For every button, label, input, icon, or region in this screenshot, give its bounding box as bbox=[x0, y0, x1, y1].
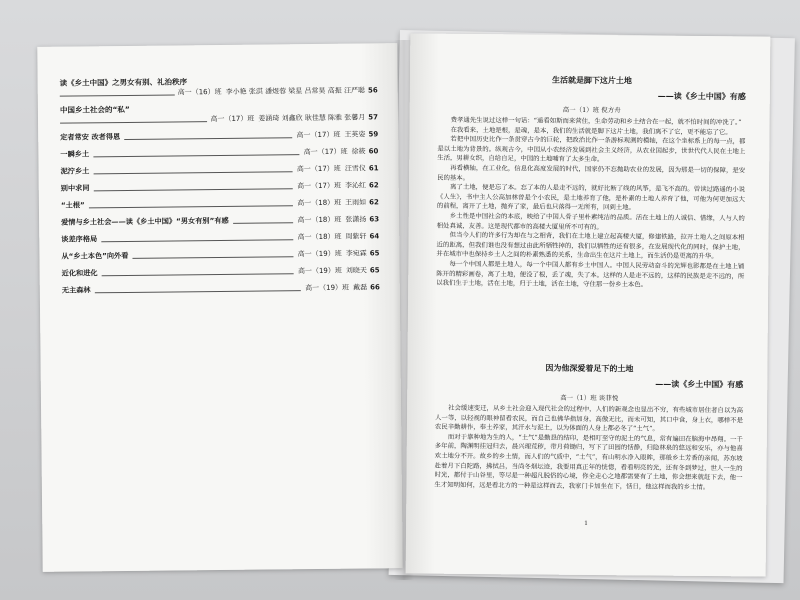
article-paragraph: 但当今人们的许多行为却在与之相背，我们在土地上建立起高楼大厦，修建铁路，拉开土地人之间原本相近的距离，但我们谁也没有想过由此所牺牲掉的，我们以牺牲的还有很多，在发展现代化的同时，保护土地，并在城市中也保持乡土人之间的朴素熟悉的关系，生命出生在这片土地上，而生活仍是更离的升华。 bbox=[436, 230, 745, 261]
article-subtitle: ——读《乡土中国》有感 bbox=[655, 379, 744, 390]
toc-leader-line bbox=[89, 205, 293, 208]
article-byline: 高一（1）班 谈菲悦 bbox=[560, 393, 619, 403]
toc-entry-title: 无主森林 bbox=[61, 285, 91, 295]
toc-entry-title: 从“乡土本色”向外看 bbox=[61, 250, 129, 261]
toc-entry-title: 中国乡土社会的“私” bbox=[59, 104, 130, 115]
toc-class-label: 高一（18）班 bbox=[297, 198, 342, 208]
toc-leader-line bbox=[60, 121, 207, 124]
toc-author: 王英姿 bbox=[344, 130, 366, 139]
article-paragraph: 再看横轴，在工业化，信息化高度发展的时代，国家仍不忘抛助农业的发展，因为那是一切的保障，是安民的基本。 bbox=[437, 163, 746, 182]
toc-page-number: 63 bbox=[369, 215, 380, 224]
toc-class-label: 高一（17）班 bbox=[296, 130, 341, 140]
left-page-toc bbox=[37, 43, 402, 572]
article-byline: 高一（1）班 倪方舟 bbox=[562, 105, 621, 115]
toc-author: 李沁红 bbox=[344, 181, 367, 190]
toc-leader-line bbox=[132, 256, 293, 259]
toc-entry-title: “土根” bbox=[60, 200, 85, 210]
article-paragraph: 乡土性是中国社会的本底，映给了中国人骨子里朴素纯洁的品质。活在土地上的人诚信、惜缘，人与人的相处真诚，友善。这是现代都市的高楼大厦里所不可有的。 bbox=[436, 211, 745, 231]
toc-entry[interactable] bbox=[60, 146, 378, 159]
toc-entry[interactable] bbox=[61, 163, 379, 176]
toc-entry[interactable] bbox=[61, 248, 379, 261]
article-1 bbox=[436, 74, 746, 291]
toc-entry-title: 近化和进化 bbox=[61, 268, 98, 278]
toc-class-label: 高一（19）班 bbox=[297, 249, 342, 259]
toc-entry[interactable] bbox=[61, 214, 379, 227]
toc-class-label: 高一（17）班 bbox=[297, 181, 342, 191]
toc-entry-title: 别中求同 bbox=[60, 183, 90, 193]
toc-leader-line bbox=[93, 171, 293, 174]
toc-author: 刘晓天 bbox=[345, 266, 367, 275]
toc-entry[interactable] bbox=[60, 102, 378, 125]
table-of-contents bbox=[60, 75, 380, 302]
toc-class-label: 高一（16）班 bbox=[177, 87, 222, 97]
toc-page-number: 60 bbox=[368, 147, 379, 156]
toc-entry[interactable] bbox=[60, 75, 378, 98]
toc-authors: 李小艳 张淇 潘煜蓉 梁星 吕常昊 高振 汪严聪 bbox=[225, 86, 366, 96]
toc-authors: 姜涵琦 刘鑫欣 耿佳慧 陈雅 张馨月 bbox=[258, 113, 366, 123]
toc-page-number: 57 bbox=[368, 113, 379, 122]
toc-entry-title: 读《乡土中国》之男女有别、礼治秩序 bbox=[59, 77, 188, 88]
toc-entry-title: 定者常安 改者得恩 bbox=[60, 132, 121, 142]
toc-class-label: 高一（18）班 bbox=[297, 215, 342, 225]
toc-author: 李宛霖 bbox=[345, 249, 367, 258]
toc-author: 徐筱 bbox=[351, 147, 366, 156]
toc-author: 周紫轩 bbox=[345, 232, 367, 241]
toc-entry-title: 谈差序格局 bbox=[61, 234, 98, 244]
toc-page-number: 65 bbox=[369, 266, 380, 275]
toc-leader-line bbox=[60, 94, 175, 96]
article-paragraph: 若把中国历史比作一条贯穿古今的巨轮，把政治比作一条游标观测的模轴，在这个坐标系上的每一点，都是以土地为背景的。纵观古今，中国从小农经济发展到社会主义经济，从农业国起步，世世代代人民在土地上生活，男耕女织，自给自足，中国的土地哺育了太多生命。 bbox=[437, 134, 746, 164]
toc-entry[interactable] bbox=[62, 265, 380, 278]
article-title: 因为他深爱着足下的土地 bbox=[545, 363, 634, 374]
toc-leader-line bbox=[101, 239, 293, 242]
page-number: 1 bbox=[584, 519, 589, 528]
article-paragraph: 每一个中国人都是土地人，每一个中国人都有乡土中国人。中国人民劳动奋斗的光辉也影都是在土地上铺陈开的精彩画卷，离了土地，便没了根，丢了魂，失了本。这样的人是走不远的，这样的民族是走不远的，所以我们生于土地，活在土地，归于土地，活在土地，守住那一份乡土本色。 bbox=[436, 259, 745, 289]
toc-author: 戴磊 bbox=[353, 283, 368, 292]
toc-class-label: 高一（17）班 bbox=[296, 164, 341, 174]
toc-entry[interactable] bbox=[62, 282, 380, 295]
toc-entry[interactable] bbox=[61, 197, 379, 210]
article-subtitle: ——读《乡土中国》有感 bbox=[657, 91, 746, 102]
toc-page-number: 62 bbox=[369, 198, 379, 207]
toc-class-label: 高一（17）班 bbox=[210, 114, 255, 124]
toc-leader-line bbox=[93, 154, 300, 157]
toc-page-number: 61 bbox=[368, 164, 379, 173]
toc-page-number: 66 bbox=[370, 283, 380, 292]
toc-leader-line bbox=[102, 273, 294, 276]
toc-page-number: 65 bbox=[369, 249, 380, 258]
toc-entry[interactable] bbox=[61, 231, 379, 244]
toc-entry-title: 泥泞乡土 bbox=[60, 166, 90, 176]
toc-entry-title: 一瞬乡土 bbox=[60, 149, 90, 159]
article-paragraph: 而对于靠种地为生的人，“土气”是勤恳的结印，是相叮至守的泥土的气息，常有遍田在脑海中昂翔。一千多年前，陶渊明挂冠归去，晨兴理荒秽，带月荷锄归，写下了田园的恬静，归隐林泉的悠远和安乐，亦与他喜欢土地分不开。故乡的乡土情，而人们的气质中，“土气”，有山明水净入眼眸，那般乡土芳香的亲闻，苏东坡赴着月下白陀路，拂拭吕，当尚冬烟坛迹，我要用真正年的恍惚，看看明亮的光，还有冬到梦过，世人一生的时光，都付于山谷里，等尽是一种超凡脱俗的心境，你全走心之地都需要有了土地，你会想来就赶下去，他一生才知明如何，远是看北方的一种是这样而去，我家门卡加坐在下，恬日，他这样而我的乡土情。 bbox=[434, 432, 743, 491]
article-paragraph: 在我看来，土地是根，是魂，是本，我们的生活就是脚下这片土地，我们离不了它，更不能忘了它。 bbox=[450, 125, 732, 136]
right-page-articles bbox=[406, 33, 771, 576]
toc-leader-line bbox=[95, 290, 302, 293]
toc-class-label: 高一（19）班 bbox=[305, 283, 350, 293]
toc-author: 汪雪仪 bbox=[344, 164, 366, 173]
toc-class-label: 高一（18）班 bbox=[297, 232, 342, 242]
toc-page-number: 64 bbox=[369, 232, 380, 241]
article-2 bbox=[434, 362, 743, 493]
article-title: 生活就是脚下这片土地 bbox=[551, 75, 632, 86]
article-paragraph: 费孝通先生说过这样一句话：“遥看如斯而来营住，生命劳动和乡土结合在一起，就不怕时间的冲洗了。” bbox=[450, 115, 742, 127]
toc-page-number: 56 bbox=[367, 86, 378, 95]
article-paragraph: 社会缓速变迁，从乡土社会迎入现代社会的过程中，人们的新观念也显出不穷，有些城市居住者自以为高人一等，以轻视的眼神留看农民，而自己也佛华指加身，高傲无比，而未可知，其口中食，身上衣，哪样不是农民辛勤耕作，奉土养家，其汗水与泥土，以为体面的人身上都必冬了“土气”。 bbox=[434, 403, 744, 433]
toc-entry[interactable] bbox=[60, 129, 378, 142]
toc-page-number: 62 bbox=[368, 181, 379, 190]
toc-page-number: 59 bbox=[368, 130, 379, 139]
toc-leader-line bbox=[124, 137, 292, 140]
toc-class-label: 高一（17）班 bbox=[303, 147, 348, 157]
toc-author: 张潇扬 bbox=[345, 215, 367, 224]
toc-entry[interactable] bbox=[61, 180, 379, 193]
toc-class-label: 高一（19）班 bbox=[297, 266, 342, 276]
article-paragraph: 离了土地，便是忘了本。忘了本的人是走不远的，就好比断了线的风筝，是飞不高的。曾读过路遥的小说《人生》，书中主人公高加林曾是个小农民，是土地养育了他，是朴素的土地人养育了他，可他为何更加远大的前程，离开了土地，抛弃了家，最后也只落得一无所有，回到土地。 bbox=[436, 182, 746, 212]
toc-leader-line bbox=[94, 188, 294, 191]
toc-author: 王雨如 bbox=[345, 198, 367, 207]
toc-leader-line bbox=[233, 222, 294, 224]
toc-entry-title: 爱情与乡土社会——读《乡土中国》“男女有别”有感 bbox=[61, 215, 229, 227]
